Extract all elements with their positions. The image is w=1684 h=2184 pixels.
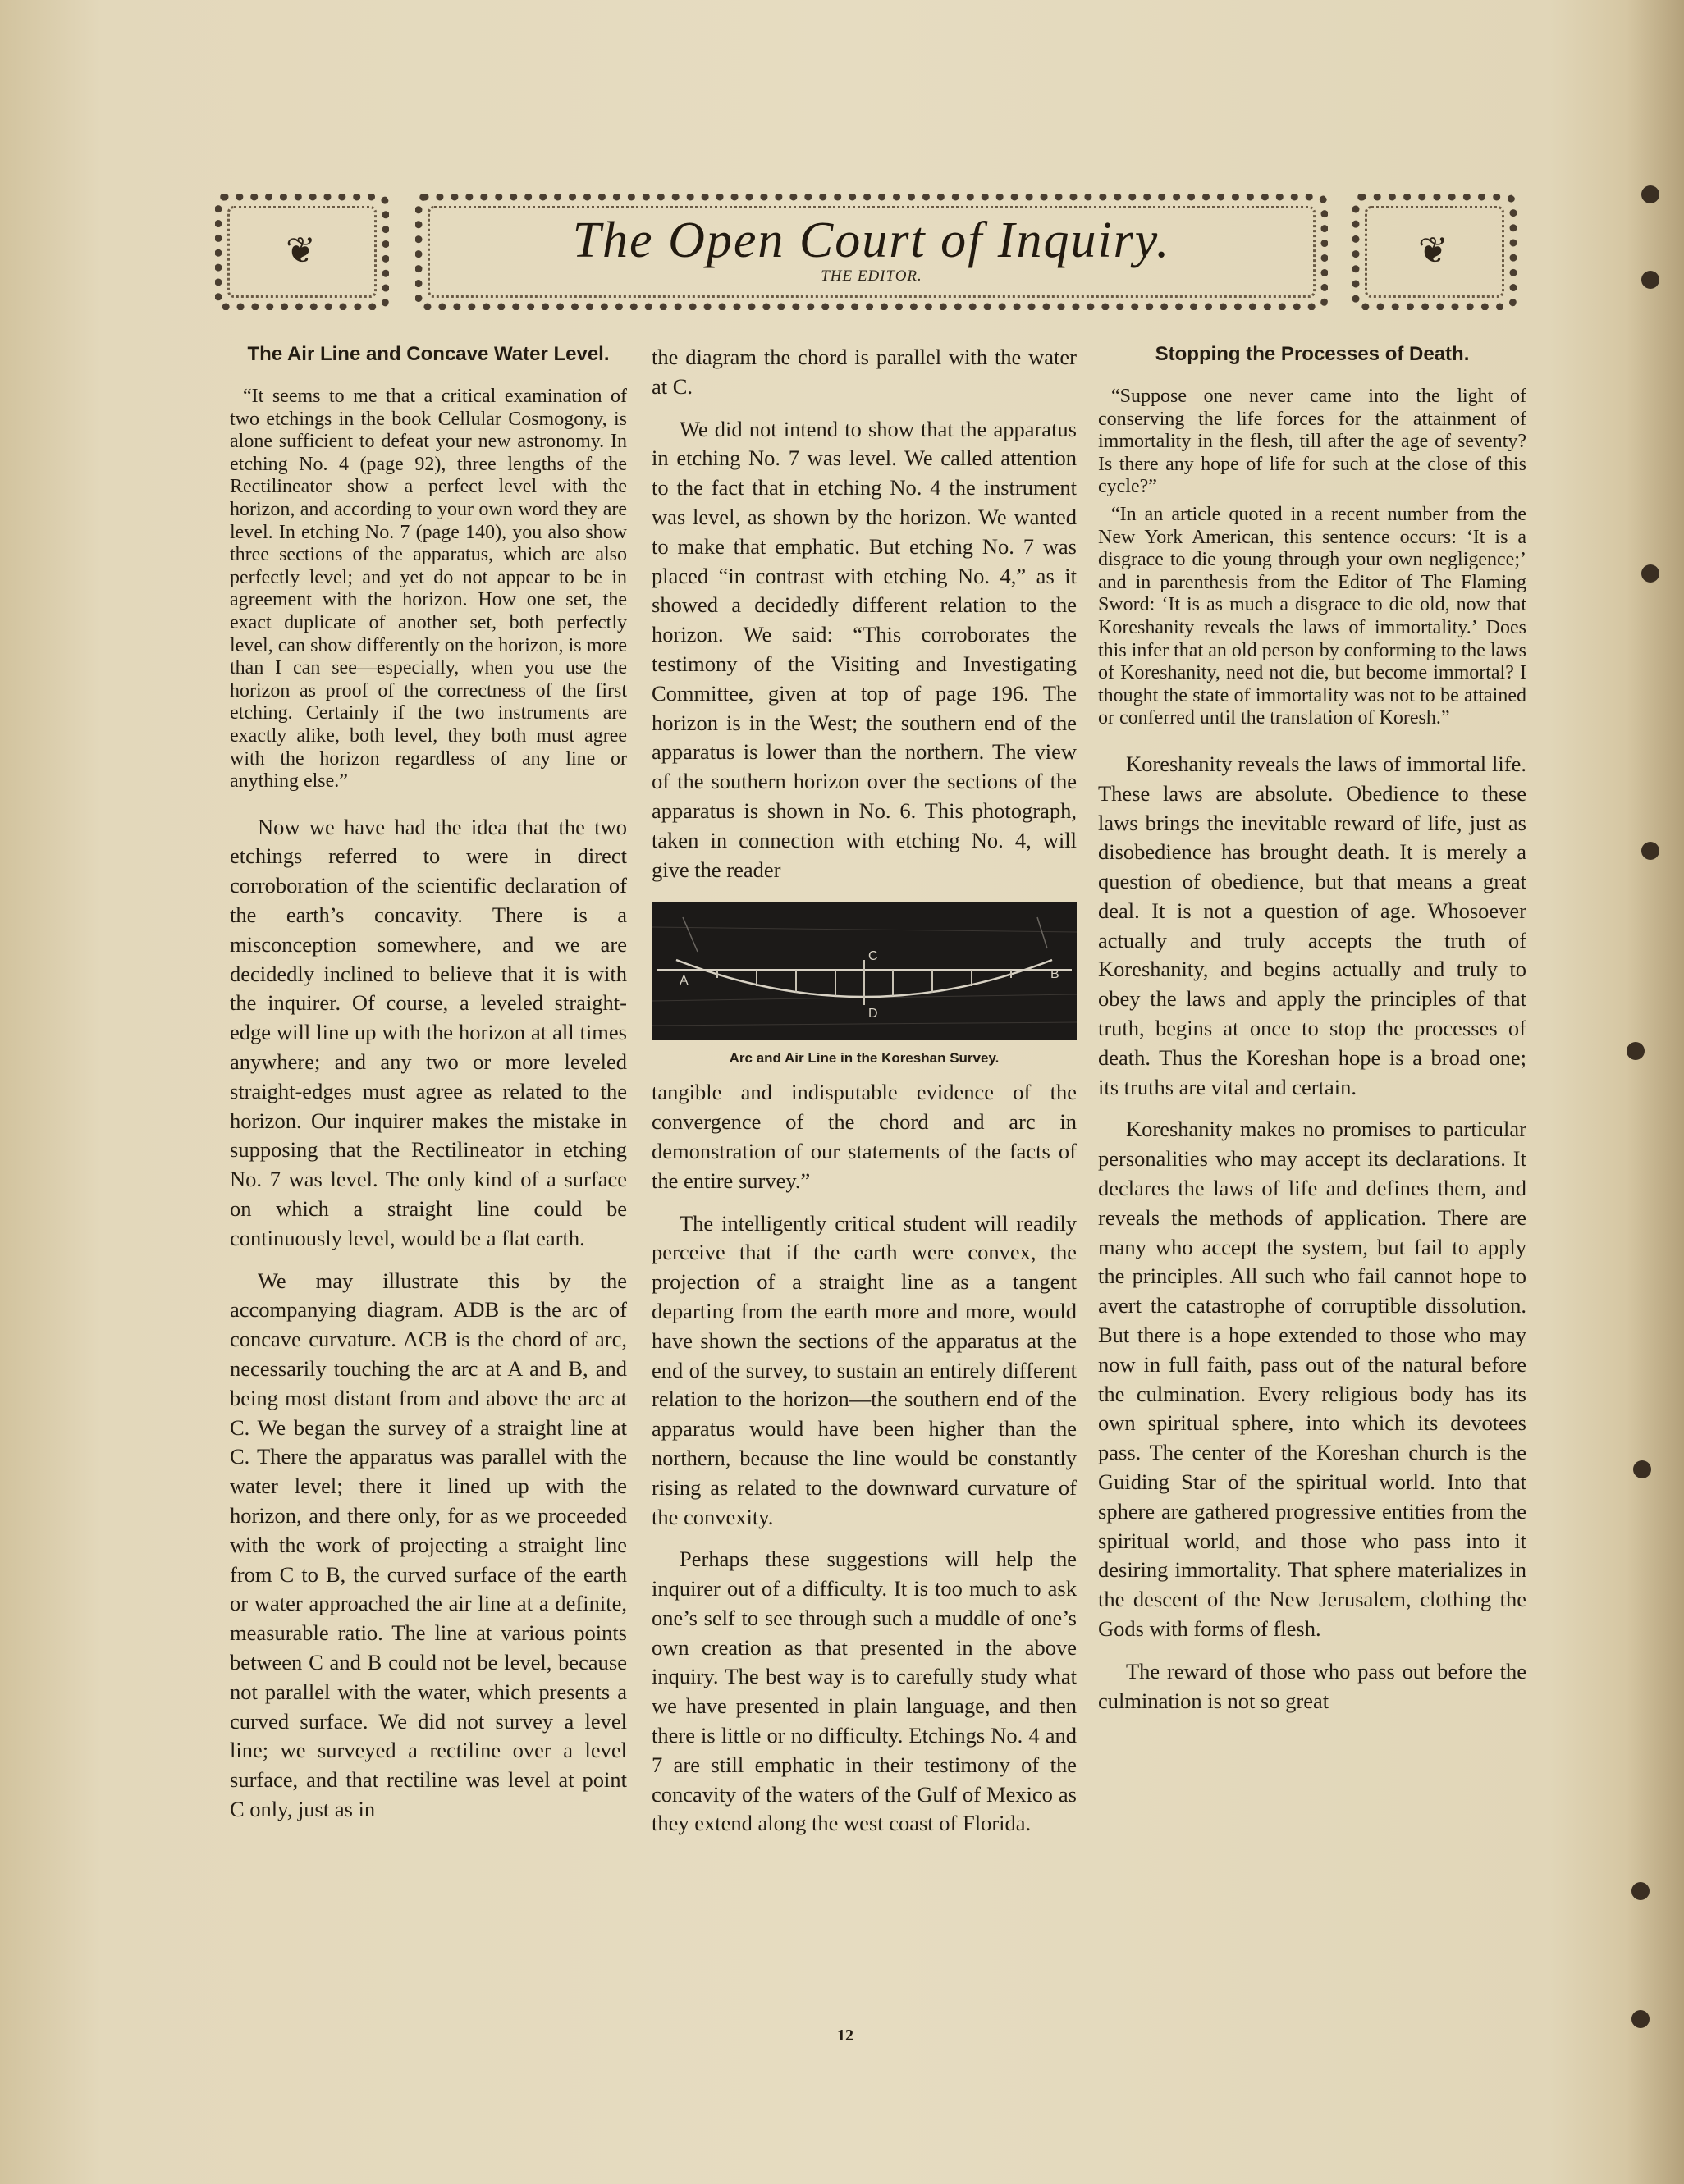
article-paragraph: The reward of those who pass out before the culmination is not so great xyxy=(1098,1658,1526,1713)
fleuron-icon: ❦ xyxy=(1418,231,1448,271)
reader-question: “It seems to me that a critical examination of two etchings in the book Cellular Cosmogony, is alone sufficient to defeat your new astronomy. In etching No. 4 (page 92), three lengths of the Rectilineator show a perfect level with the horizon, and according to your own word they are level. In etching No. 7 (page 140), you also show three sections of the apparatus, which are also perfectly level; and yet do not appear to be in agreement with the horizon. How one set, the exact duplicate of another set, both perfectly level, can show differently on the horizon, is more than I can see—especially, when you use the horizon as proof of the correctness of the first etching. Certainly if the two instruments are exactly alike, both level, they both must agree with the horizon regardless of any line or anything else.” xyxy=(230,386,627,793)
binding-hole xyxy=(1641,842,1659,860)
right-column xyxy=(1098,343,1526,1729)
article-heading-air-line: The Air Line and Concave Water Level. xyxy=(247,343,610,365)
reader-question: “Suppose one never came into the light of conserving the life forces for the attainment of immortality in the flesh, till after the age of seventy? Is there any hope of life for such at the close of this cycle?” xyxy=(1098,386,1526,498)
figure-label-a: A xyxy=(680,974,689,989)
page-number: 12 xyxy=(837,2026,853,2045)
reader-question: “In an article quoted in a recent number from the New York American, this sentence occurs: ‘It is a disgrace to die young through your own negligence;’ and in parenthesis from the Editor of The Flaming Sword: ‘It is as much a disgrace to die old, now that Koreshanity reveals the laws of immortality.’ Does this infer that an old person by conforming to the laws of Koreshanity, need not die, but become immortal? I thought the state of immortality was not to be attained or conferred until the translation of Koresh.” xyxy=(1098,503,1526,729)
left-column xyxy=(230,343,627,1838)
page-subtitle: THE EDITOR. xyxy=(821,267,922,285)
article-paragraph: Perhaps these suggestions will help the inquirer out of a difficulty. It is too much to ask one’s self to see through such a muddle of one’s own creation as that presented in the above inquiry. The best way is to carefully study what we have presented in plain language, and then there is little or no difficulty. Etchings No. 4 and 7 are still emphatic in their testimony of the concavity of the waters of the Gulf of Mexico as they extend along the west coast of Florida. xyxy=(652,1547,1077,1836)
fleuron-icon: ❦ xyxy=(286,231,316,271)
binding-hole xyxy=(1641,564,1659,583)
middle-column xyxy=(652,343,1077,1852)
figure-label-d: D xyxy=(868,1007,878,1021)
arc-air-line-diagram xyxy=(652,902,1077,1040)
article-paragraph: Now we have had the idea that the two etchings referred to were in direct corroboration of the scientific declaration of the earth’s concavity. There is a misconception somewhere, and we are decidedly inclined to believe that it is with the inquirer. Of course, a leveled straight-edge will line up with the horizon at all times anywhere; and any two or more leveled straight-edges must agree as related to the horizon. Our inquirer makes the mistake in supposing that the Rectilineator in etching No. 7 was level. The only kind of a surface on which a straight line could be continuously level, would be a flat earth. xyxy=(230,814,627,1250)
article-paragraph: Koreshanity makes no promises to particular personalities who may accept its declarations. It declares the laws of life and defines them, and reveals the methods of application. There are many who accept the system, but fail to apply the principles. All such who fail cannot hope to avert the catastrophe of corruptible dissolution. But there is a hope extended to those who may now in full faith, pass out of the natural before the culmination. Every religious body has its own spiritual sphere, into which its devotees pass. The center of the Koreshan church is the Guiding Star of the spiritual world. Into that sphere are gathered progressive entities from the spiritual world, and those who pass into it desiring immortality. That sphere materializes in the descent of the New Jerusalem, clothing the Gods with forms of flesh. xyxy=(1098,1117,1526,1642)
binding-hole xyxy=(1641,271,1659,289)
binding-hole xyxy=(1631,2010,1650,2028)
article-paragraph: Koreshanity reveals the laws of immortal life. These laws are absolute. Obedience to these laws brings the inevitable reward of life, just as disobedience has brought death. It is merely a question of obedience, but that means a great deal. It is not a question of age. Whosoever actually and truly accepts the truth of Koreshanity, and begins actually and truly to obey the laws and apply the principles of that truth, begins at once to stop the processes of death. Thus the Koreshan hope is a broad one; its truths are vital and certain. xyxy=(1098,751,1526,1099)
article-paragraph: We did not intend to show that the apparatus in etching No. 7 was level. We called attention to the fact that in etching No. 4 the instrument was level, as shown by the horizon. We wanted to make that emphatic. But etching No. 7 was placed “in contrast with etching No. 4,” as it showed a decidedly different relation to the horizon. We said: “This corroborates the testimony of the Visiting and Investigating Committee, given at top of page 196. The horizon is in the West; the southern end of the apparatus is lower than the northern. The view of the southern horizon over the sections of the apparatus is shown in No. 6. This photograph, taken in connection with etching No. 4, will give the reader xyxy=(652,416,1077,882)
article-paragraph: tangible and indisputable evidence of the convergence of the chord and arc in demonstration of our statements of the facts of the entire survey.” xyxy=(652,1080,1077,1193)
binding-hole xyxy=(1633,1460,1651,1478)
page-title: The Open Court of Inquiry. xyxy=(572,212,1171,268)
page-edge-shadow xyxy=(1627,0,1684,2184)
binding-hole xyxy=(1627,1042,1645,1060)
figure-label-c: C xyxy=(868,949,878,964)
article-paragraph: The intelligently critical student will readily perceive that if the earth were convex, the projection of a straight line as a tangent departing from the earth more and more, would have shown the sections of the apparatus at the end of the survey, to sustain an entirely different relation to the horizon—the southern end of the apparatus would have been higher than the northern, because the line would be constantly rising as related to the downward curvature of the convexity. xyxy=(652,1210,1077,1529)
arc-diagram-figure xyxy=(652,902,1077,1067)
binding-hole xyxy=(1631,1882,1650,1900)
figure-label-b: B xyxy=(1050,967,1059,982)
article-heading-stopping-death: Stopping the Processes of Death. xyxy=(1155,343,1470,365)
figure-caption: Arc and Air Line in the Koreshan Survey. xyxy=(729,1050,1000,1067)
article-paragraph: the diagram the chord is parallel with the water at C. xyxy=(652,345,1077,399)
article-paragraph: We may illustrate this by the accompanying diagram. ADB is the arc of concave curvature. ACB is the chord of arc, necessarily touching the arc at A and B, and being most distant from and above the arc at C. We began the survey of a straight line at C. There the apparatus was parallel with the water level; there it lined up with the horizon, and there only, for as we proceeded with the work of projecting a straight line from C to B, the curved surface of the earth or water approached the air line at a definite, measurable ratio. The line at various points between C and B could not be level, because not parallel with the water, which presents a curved surface. We did not survey a level line; we surveyed a rectiline over a level surface, and that rectiline was level at point C only, just as in xyxy=(230,1268,627,1821)
binding-hole xyxy=(1641,185,1659,203)
